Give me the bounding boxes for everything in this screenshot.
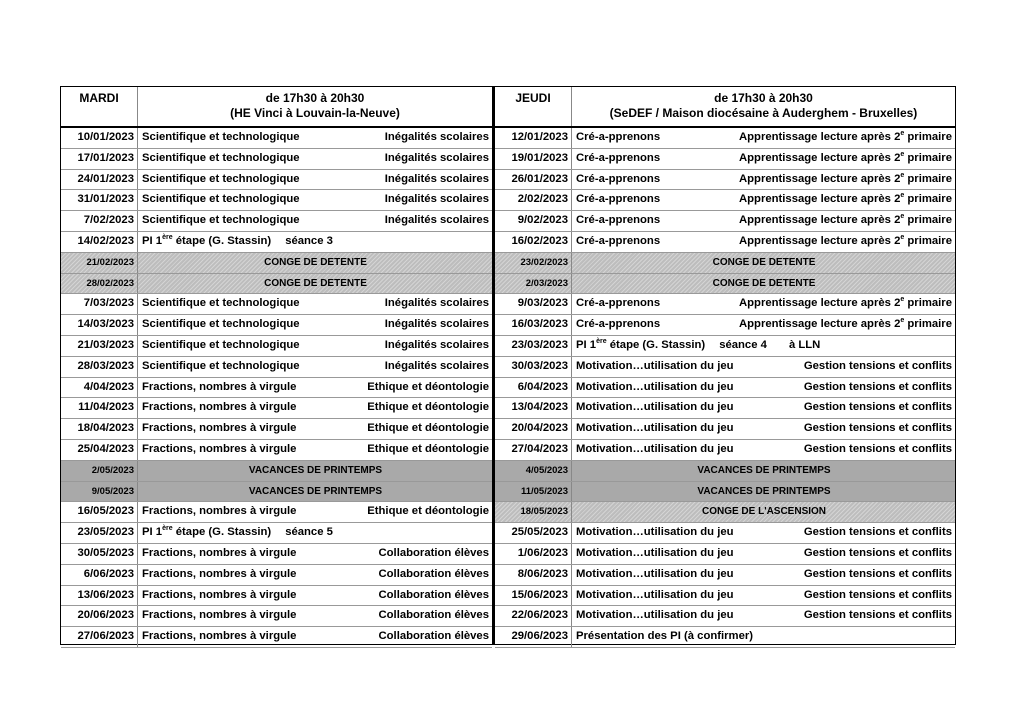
row-content <box>572 294 955 314</box>
session-time: de 17h30 à 20h30 <box>265 91 365 105</box>
course-left: Scientifique et technologique <box>142 318 300 331</box>
row-content <box>572 315 955 335</box>
pi-stage: étape (G. Stassin) <box>606 338 706 351</box>
schedule-row <box>495 544 955 565</box>
row-date: 6/06/2023 <box>61 565 138 585</box>
course-right: Collaboration élèves <box>378 630 489 643</box>
course-right: Gestion tensions et conflits <box>803 401 952 414</box>
course-right-suffix: primaire <box>904 318 952 331</box>
course-left: Présentation des PI (à confirmer) <box>576 630 754 643</box>
row-date: 9/05/2023 <box>61 482 138 502</box>
course-left: Fractions, nombres à virgule <box>142 609 297 622</box>
schedule-row <box>61 461 492 482</box>
course-right: Ethique et déontologie <box>367 442 489 455</box>
row-date: 13/06/2023 <box>61 586 138 606</box>
pi-label: PI 1 <box>142 526 163 539</box>
tuesday-rows <box>61 128 492 648</box>
thursday-header <box>495 87 955 128</box>
course-right-text: Apprentissage lecture après 2 <box>738 151 901 164</box>
schedule-row <box>495 190 955 211</box>
schedule-row <box>495 232 955 253</box>
course-right: Gestion tensions et conflits <box>803 526 952 539</box>
course-right: Gestion tensions et conflits <box>803 567 952 580</box>
row-content <box>138 253 492 273</box>
schedule-row <box>495 211 955 232</box>
row-date: 1/06/2023 <box>495 544 572 564</box>
row-date: 2/05/2023 <box>61 461 138 481</box>
row-date: 25/04/2023 <box>61 440 138 460</box>
schedule-row <box>495 565 955 586</box>
row-date: 11/04/2023 <box>61 398 138 418</box>
row-content <box>138 482 492 502</box>
row-date: 18/04/2023 <box>61 419 138 439</box>
row-content <box>138 190 492 210</box>
schedule-row <box>61 149 492 170</box>
schedule-row <box>61 419 492 440</box>
course-superscript: e <box>900 130 905 138</box>
row-date: 16/02/2023 <box>495 232 572 252</box>
row-content <box>138 544 492 564</box>
row-content <box>572 440 955 460</box>
schedule-row <box>61 315 492 336</box>
course-left: Scientifique et technologique <box>142 193 300 206</box>
course-right-suffix: primaire <box>904 234 952 247</box>
holiday-label: VACANCES DE PRINTEMPS <box>697 485 831 497</box>
pi-superscript: ère <box>596 338 607 346</box>
row-content <box>138 565 492 585</box>
session-info <box>138 87 492 126</box>
schedule-row <box>495 482 955 503</box>
row-date: 4/04/2023 <box>61 378 138 398</box>
row-date: 12/01/2023 <box>495 128 572 148</box>
row-content <box>138 440 492 460</box>
course-right: Inégalités scolaires <box>384 214 489 227</box>
course-right: Inégalités scolaires <box>384 338 489 351</box>
schedule-row <box>61 482 492 503</box>
tuesday-column <box>61 87 492 644</box>
course-left: Cré-a-pprenons <box>576 234 661 247</box>
schedule-row <box>61 274 492 295</box>
row-date: 7/02/2023 <box>61 211 138 231</box>
course-right: Collaboration élèves <box>378 546 489 559</box>
row-date: 13/04/2023 <box>495 398 572 418</box>
row-date: 23/02/2023 <box>495 253 572 273</box>
row-content <box>572 565 955 585</box>
course-right: Gestion tensions et conflits <box>803 588 952 601</box>
course-left: Scientifique et technologique <box>142 214 300 227</box>
row-date: 2/03/2023 <box>495 274 572 294</box>
row-content <box>138 128 492 148</box>
course-right: Ethique et déontologie <box>367 422 489 435</box>
course-right <box>739 190 952 210</box>
schedule-row <box>61 253 492 274</box>
schedule-row <box>495 357 955 378</box>
schedule-row <box>495 274 955 295</box>
row-content <box>572 482 955 502</box>
course-right <box>739 128 952 148</box>
course-left: Motivation…utilisation du jeu <box>576 442 734 455</box>
course-right: Gestion tensions et conflits <box>803 546 952 559</box>
course-left: Fractions, nombres à virgule <box>142 588 297 601</box>
row-date: 15/06/2023 <box>495 586 572 606</box>
thursday-rows <box>495 128 955 648</box>
row-date: 28/02/2023 <box>61 274 138 294</box>
row-date: 16/05/2023 <box>61 502 138 522</box>
day-label: MARDI <box>61 87 138 126</box>
row-content <box>572 586 955 606</box>
course-right-suffix: primaire <box>904 297 952 310</box>
course-left <box>142 232 333 252</box>
row-date: 23/05/2023 <box>61 523 138 543</box>
course-right: Gestion tensions et conflits <box>803 359 952 372</box>
course-superscript: e <box>900 151 905 159</box>
row-date: 4/05/2023 <box>495 461 572 481</box>
course-right-text: Apprentissage lecture après 2 <box>738 131 901 143</box>
holiday-label: CONGE DE DETENTE <box>264 256 367 268</box>
course-right: Inégalités scolaires <box>384 151 489 164</box>
course-right-suffix: primaire <box>904 151 952 164</box>
schedule-row <box>61 170 492 191</box>
schedule-row <box>495 253 955 274</box>
holiday-label: VACANCES DE PRINTEMPS <box>697 464 831 476</box>
course-right-text: Apprentissage lecture après 2 <box>738 214 901 227</box>
row-content <box>138 586 492 606</box>
course-left: Cré-a-pprenons <box>576 172 661 185</box>
row-date: 31/01/2023 <box>61 190 138 210</box>
row-date: 2/02/2023 <box>495 190 572 210</box>
schedule-row <box>61 544 492 565</box>
course-right: Gestion tensions et conflits <box>803 422 952 435</box>
row-content <box>138 398 492 418</box>
course-left: Cré-a-pprenons <box>576 297 661 310</box>
schedule-row <box>495 128 955 149</box>
seance-label: séance 3 <box>285 234 333 247</box>
course-left: Motivation…utilisation du jeu <box>576 380 734 393</box>
course-right <box>739 294 952 314</box>
row-date: 28/03/2023 <box>61 357 138 377</box>
pi-stage: étape (G. Stassin) <box>172 526 272 539</box>
row-content <box>572 502 955 522</box>
schedule-row <box>61 440 492 461</box>
schedule-row <box>61 378 492 399</box>
course-right <box>739 315 952 335</box>
course-left: Motivation…utilisation du jeu <box>576 526 734 539</box>
row-date: 29/06/2023 <box>495 627 572 647</box>
course-left: Motivation…utilisation du jeu <box>576 359 734 372</box>
schedule-row <box>495 419 955 440</box>
holiday-label: CONGE DE L'ASCENSION <box>701 506 827 518</box>
row-content <box>138 336 492 356</box>
schedule-row <box>495 398 955 419</box>
schedule-row <box>61 294 492 315</box>
row-content <box>138 627 492 647</box>
course-right-text: Apprentissage lecture après 2 <box>738 193 901 206</box>
holiday-label: CONGE DE DETENTE <box>712 277 816 289</box>
course-right-suffix: primaire <box>904 193 952 206</box>
row-date: 30/05/2023 <box>61 544 138 564</box>
seance-label: séance 4 <box>719 338 767 351</box>
row-content <box>572 211 955 231</box>
schedule-row <box>61 398 492 419</box>
course-left: Fractions, nombres à virgule <box>142 401 297 414</box>
pi-superscript: ère <box>162 234 173 242</box>
course-left: Motivation…utilisation du jeu <box>576 588 734 601</box>
row-content <box>572 253 955 273</box>
row-content <box>572 378 955 398</box>
schedule-row <box>61 627 492 648</box>
course-left: Fractions, nombres à virgule <box>142 380 297 393</box>
schedule-row <box>495 606 955 627</box>
row-content <box>138 419 492 439</box>
row-date: 24/01/2023 <box>61 170 138 190</box>
course-right: Inégalités scolaires <box>384 297 489 310</box>
row-content <box>138 315 492 335</box>
row-content <box>572 190 955 210</box>
course-left: Fractions, nombres à virgule <box>142 442 297 455</box>
seance-label: séance 5 <box>285 526 333 539</box>
course-left: Motivation…utilisation du jeu <box>576 422 734 435</box>
row-content <box>572 128 955 148</box>
row-date: 20/06/2023 <box>61 606 138 626</box>
row-content <box>572 149 955 169</box>
course-left: Motivation…utilisation du jeu <box>576 609 734 622</box>
row-content <box>572 274 955 294</box>
schedule-row <box>495 502 955 523</box>
course-left: Cré-a-pprenons <box>576 151 661 164</box>
course-right: Inégalités scolaires <box>384 172 489 185</box>
course-left: Scientifique et technologique <box>142 151 300 164</box>
schedule-row <box>61 211 492 232</box>
holiday-label: VACANCES DE PRINTEMPS <box>248 485 383 497</box>
course-superscript: e <box>900 234 905 242</box>
row-date: 25/05/2023 <box>495 523 572 543</box>
schedule-row <box>495 170 955 191</box>
schedule-row <box>61 502 492 523</box>
schedule-row <box>61 357 492 378</box>
course-right <box>739 170 952 190</box>
row-content <box>572 544 955 564</box>
row-content <box>138 170 492 190</box>
row-date: 9/03/2023 <box>495 294 572 314</box>
course-left: Fractions, nombres à virgule <box>142 422 297 435</box>
course-left: Motivation…utilisation du jeu <box>576 401 734 414</box>
row-date: 16/03/2023 <box>495 315 572 335</box>
schedule-row <box>495 627 955 648</box>
course-superscript: e <box>900 213 905 221</box>
row-date: 21/02/2023 <box>61 253 138 273</box>
row-content <box>138 294 492 314</box>
schedule-table <box>60 86 956 645</box>
thursday-column <box>495 87 955 644</box>
schedule-row <box>61 128 492 149</box>
course-right <box>739 211 952 231</box>
holiday-label: CONGE DE DETENTE <box>264 277 367 289</box>
row-content <box>572 357 955 377</box>
row-date: 19/01/2023 <box>495 149 572 169</box>
row-date: 18/05/2023 <box>495 502 572 522</box>
schedule-row <box>61 336 492 357</box>
session-time: de 17h30 à 20h30 <box>714 91 813 105</box>
course-right: Inégalités scolaires <box>384 359 489 372</box>
row-date: 11/05/2023 <box>495 482 572 502</box>
course-right: Inégalités scolaires <box>384 193 489 206</box>
course-left: Cré-a-pprenons <box>576 131 661 143</box>
course-right: Collaboration élèves <box>378 588 489 601</box>
course-left: Fractions, nombres à virgule <box>142 567 297 580</box>
day-label: JEUDI <box>495 87 572 126</box>
course-right: Ethique et déontologie <box>367 505 489 518</box>
row-date: 17/01/2023 <box>61 149 138 169</box>
row-content <box>138 149 492 169</box>
row-date: 27/04/2023 <box>495 440 572 460</box>
row-content <box>572 523 955 543</box>
row-content <box>138 606 492 626</box>
row-content <box>572 606 955 626</box>
schedule-row <box>495 586 955 607</box>
course-left <box>142 523 333 543</box>
course-right: Ethique et déontologie <box>367 380 489 393</box>
holiday-label: VACANCES DE PRINTEMPS <box>248 464 383 476</box>
course-left: Motivation…utilisation du jeu <box>576 546 734 559</box>
row-date: 6/04/2023 <box>495 378 572 398</box>
schedule-row <box>495 294 955 315</box>
course-superscript: e <box>900 317 905 325</box>
course-right: Collaboration élèves <box>378 567 489 580</box>
session-place: (SeDEF / Maison diocésaine à Auderghem - Bruxelles) <box>609 106 918 120</box>
row-content <box>572 398 955 418</box>
course-right-text: Apprentissage lecture après 2 <box>738 172 901 185</box>
row-content <box>572 232 955 252</box>
row-date: 10/01/2023 <box>61 128 138 148</box>
schedule-row <box>61 190 492 211</box>
course-right-text: Apprentissage lecture après 2 <box>738 297 901 310</box>
course-right: Gestion tensions et conflits <box>803 609 952 622</box>
pi-stage: étape (G. Stassin) <box>172 234 272 247</box>
course-right-suffix: primaire <box>904 214 952 227</box>
row-content <box>138 523 492 543</box>
row-date: 30/03/2023 <box>495 357 572 377</box>
course-right: Inégalités scolaires <box>384 131 489 143</box>
row-date: 7/03/2023 <box>61 294 138 314</box>
course-superscript: e <box>900 171 905 179</box>
pi-label: PI 1 <box>142 234 163 247</box>
row-content <box>572 336 955 356</box>
row-content <box>138 378 492 398</box>
course-left: Scientifique et technologique <box>142 172 300 185</box>
schedule-row <box>61 606 492 627</box>
course-superscript: e <box>900 192 905 200</box>
schedule-row <box>61 565 492 586</box>
course-left: Scientifique et technologique <box>142 338 300 351</box>
holiday-label: CONGE DE DETENTE <box>712 256 816 268</box>
row-date: 22/06/2023 <box>495 606 572 626</box>
course-right-suffix: primaire <box>904 172 952 185</box>
course-left: Fractions, nombres à virgule <box>142 505 297 518</box>
row-content <box>138 274 492 294</box>
course-right-suffix: primaire <box>904 131 952 143</box>
row-date: 14/02/2023 <box>61 232 138 252</box>
row-date: 27/06/2023 <box>61 627 138 647</box>
session-place: (HE Vinci à Louvain-la-Neuve) <box>230 106 400 120</box>
row-date: 14/03/2023 <box>61 315 138 335</box>
row-date: 21/03/2023 <box>61 336 138 356</box>
location-label: à LLN <box>788 338 821 351</box>
course-left: Scientifique et technologique <box>142 297 300 310</box>
pi-superscript: ère <box>162 525 173 533</box>
course-left: Cré-a-pprenons <box>576 214 661 227</box>
course-right: Inégalités scolaires <box>384 318 489 331</box>
course-right-text: Apprentissage lecture après 2 <box>738 318 901 331</box>
course-left: Motivation…utilisation du jeu <box>576 567 734 580</box>
course-right-text: Apprentissage lecture après 2 <box>738 234 901 247</box>
row-content <box>138 461 492 481</box>
row-date: 26/01/2023 <box>495 170 572 190</box>
row-content <box>572 419 955 439</box>
schedule-row <box>61 232 492 253</box>
course-left: Cré-a-pprenons <box>576 318 661 331</box>
session-info <box>572 87 955 126</box>
row-content <box>572 627 955 647</box>
course-right: Gestion tensions et conflits <box>803 380 952 393</box>
schedule-row <box>495 461 955 482</box>
schedule-row <box>495 440 955 461</box>
schedule-row <box>495 378 955 399</box>
course-right: Gestion tensions et conflits <box>803 442 952 455</box>
course-left: Scientifique et technologique <box>142 359 300 372</box>
course-left <box>576 336 820 356</box>
row-date: 20/04/2023 <box>495 419 572 439</box>
row-date: 9/02/2023 <box>495 211 572 231</box>
row-date: 8/06/2023 <box>495 565 572 585</box>
course-right: Collaboration élèves <box>378 609 489 622</box>
course-left: Fractions, nombres à virgule <box>142 630 297 643</box>
row-content <box>138 232 492 252</box>
course-left: Cré-a-pprenons <box>576 193 661 206</box>
row-date: 23/03/2023 <box>495 336 572 356</box>
schedule-row <box>61 586 492 607</box>
course-right <box>739 149 952 169</box>
row-content <box>572 461 955 481</box>
pi-label: PI 1 <box>576 338 597 351</box>
row-content <box>138 502 492 522</box>
schedule-row <box>495 149 955 170</box>
schedule-row <box>495 523 955 544</box>
schedule-row <box>61 523 492 544</box>
tuesday-header <box>61 87 492 128</box>
course-left: Scientifique et technologique <box>142 131 300 143</box>
course-right: Ethique et déontologie <box>367 401 489 414</box>
schedule-row <box>495 315 955 336</box>
row-content <box>572 170 955 190</box>
course-right <box>739 232 952 252</box>
course-superscript: e <box>900 296 905 304</box>
course-left: Fractions, nombres à virgule <box>142 546 297 559</box>
row-content <box>138 357 492 377</box>
schedule-row <box>495 336 955 357</box>
row-content <box>138 211 492 231</box>
